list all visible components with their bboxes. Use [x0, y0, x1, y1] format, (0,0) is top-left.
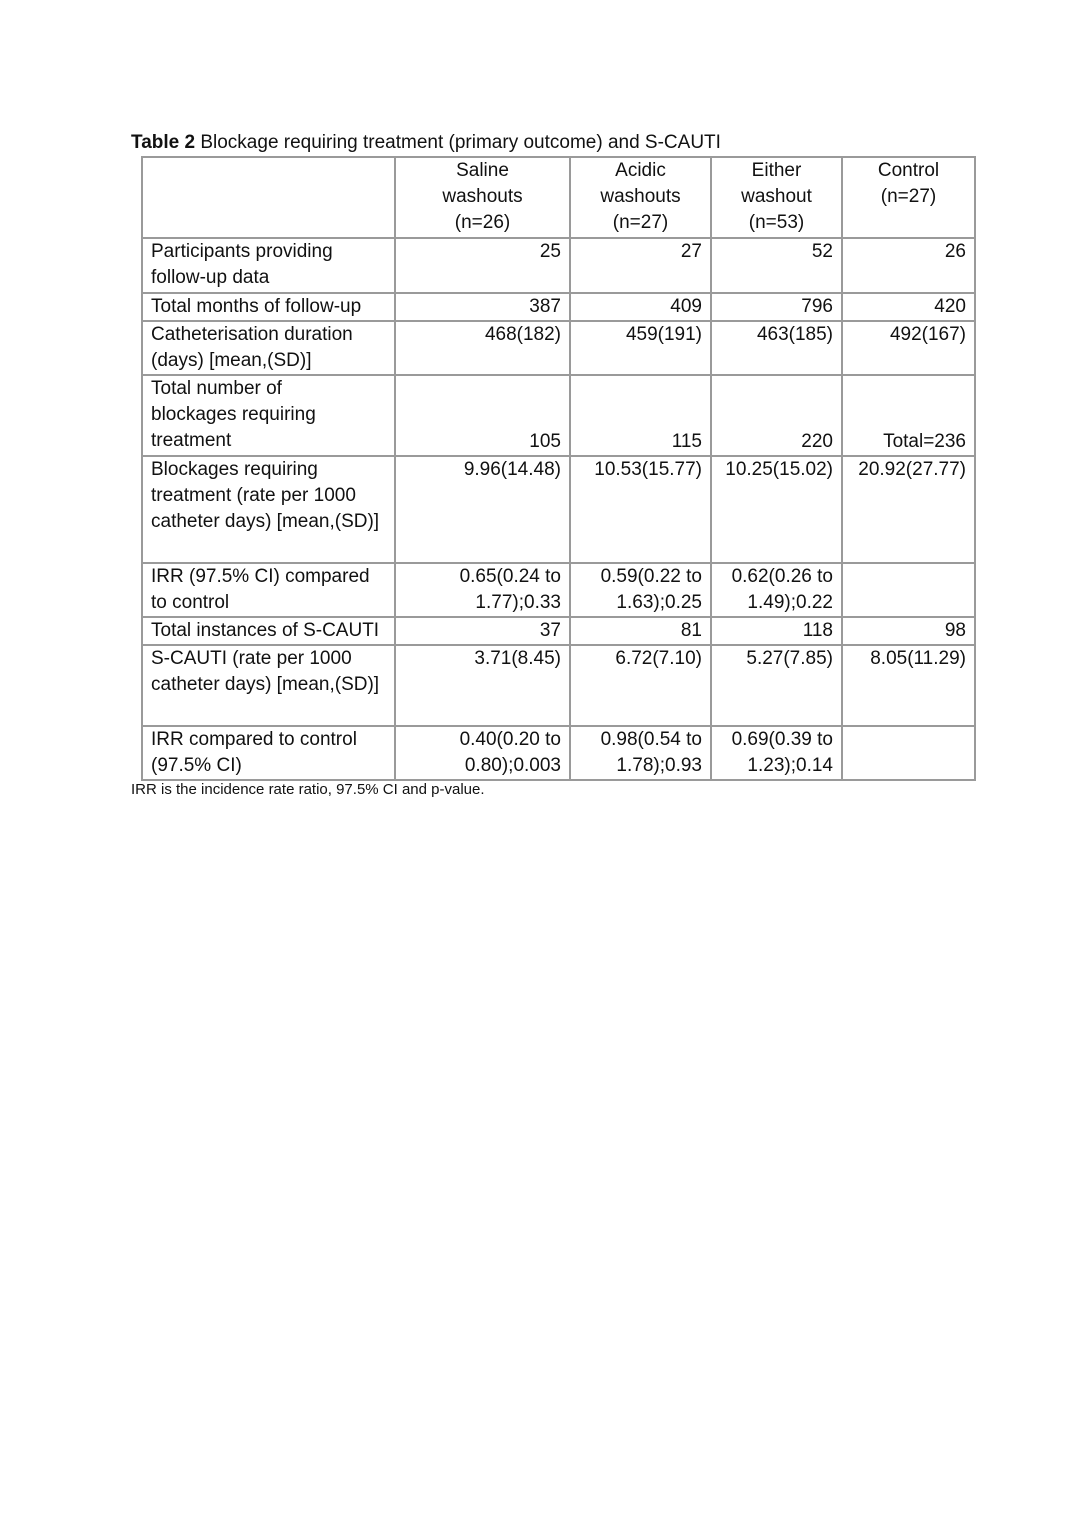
cell-acidic: 115: [570, 375, 711, 456]
cell-either: 5.27(7.85): [711, 645, 842, 726]
cell-control: 98: [842, 617, 975, 645]
row-label: S-CAUTI (rate per 1000 catheter days) [mean,(SD)]: [142, 645, 395, 726]
row-label: IRR compared to control (97.5% CI): [142, 726, 395, 780]
cell-either: 10.25(15.02): [711, 456, 842, 563]
cell-acidic: 27: [570, 238, 711, 293]
cell-saline: 25: [395, 238, 570, 293]
cell-acidic: 81: [570, 617, 711, 645]
cell-control: [842, 726, 975, 780]
cell-acidic: 0.98(0.54 to 1.78);0.93: [570, 726, 711, 780]
table-row: [142, 238, 975, 293]
table-number: Table 2: [131, 132, 196, 153]
header-cell-acidic: [570, 157, 711, 238]
table-row: [142, 321, 975, 375]
row-label: Participants providing follow-up data: [142, 238, 395, 293]
cell-either: 0.62(0.26 to 1.49);0.22: [711, 563, 842, 617]
table-row: [142, 617, 975, 645]
cell-saline: 9.96(14.48): [395, 456, 570, 563]
cell-acidic: 409: [570, 293, 711, 321]
cell-either: 463(185): [711, 321, 842, 375]
cell-control: 26: [842, 238, 975, 293]
cell-either: 220: [711, 375, 842, 456]
table-row: [142, 293, 975, 321]
row-label: Total months of follow-up: [142, 293, 395, 321]
cell-control: 20.92(27.77): [842, 456, 975, 563]
table-row: [142, 563, 975, 617]
table-row: [142, 726, 975, 780]
table-caption: [131, 131, 721, 155]
header-cell-empty: [142, 157, 395, 238]
cell-saline: 37: [395, 617, 570, 645]
header-saline-label: Saline washouts (n=26): [442, 160, 523, 233]
header-row: [142, 157, 975, 238]
cell-saline: 0.65(0.24 to 1.77);0.33: [395, 563, 570, 617]
table-row: [142, 375, 975, 456]
cell-control: Total=236: [842, 375, 975, 456]
cell-control: 420: [842, 293, 975, 321]
header-cell-either: [711, 157, 842, 238]
header-cell-saline: [395, 157, 570, 238]
cell-saline: 468(182): [395, 321, 570, 375]
header-control-label: Control (n=27): [877, 160, 940, 207]
row-label: Total instances of S-CAUTI: [142, 617, 395, 645]
table-row: [142, 645, 975, 726]
results-table: [141, 156, 976, 781]
cell-acidic: 6.72(7.10): [570, 645, 711, 726]
cell-either: 0.69(0.39 to 1.23);0.14: [711, 726, 842, 780]
cell-control: [842, 563, 975, 617]
cell-acidic: 0.59(0.22 to 1.63);0.25: [570, 563, 711, 617]
cell-saline: 0.40(0.20 to 0.80);0.003: [395, 726, 570, 780]
row-label: Blockages requiring treatment (rate per 1000 catheter days) [mean,(SD)]: [142, 456, 395, 563]
cell-either: 796: [711, 293, 842, 321]
table-footnote: IRR is the incidence rate ratio, 97.5% CI and p-value.: [131, 781, 485, 798]
cell-saline: 387: [395, 293, 570, 321]
cell-either: 52: [711, 238, 842, 293]
header-cell-control: [842, 157, 975, 238]
cell-control: 492(167): [842, 321, 975, 375]
header-acidic-label: Acidic washouts (n=27): [600, 160, 681, 233]
header-either-label: Either washout (n=53): [741, 160, 812, 233]
cell-either: 118: [711, 617, 842, 645]
cell-acidic: 459(191): [570, 321, 711, 375]
row-label: IRR (97.5% CI) compared to control: [142, 563, 395, 617]
cell-saline: 3.71(8.45): [395, 645, 570, 726]
row-label: Total number of blockages requiring treatment: [142, 375, 395, 456]
cell-acidic: 10.53(15.77): [570, 456, 711, 563]
row-label: Catheterisation duration (days) [mean,(SD)]: [142, 321, 395, 375]
table-row: [142, 456, 975, 563]
cell-control: 8.05(11.29): [842, 645, 975, 726]
cell-saline: 105: [395, 375, 570, 456]
table-title: Blockage requiring treatment (primary outcome) and S-CAUTI: [200, 132, 721, 153]
